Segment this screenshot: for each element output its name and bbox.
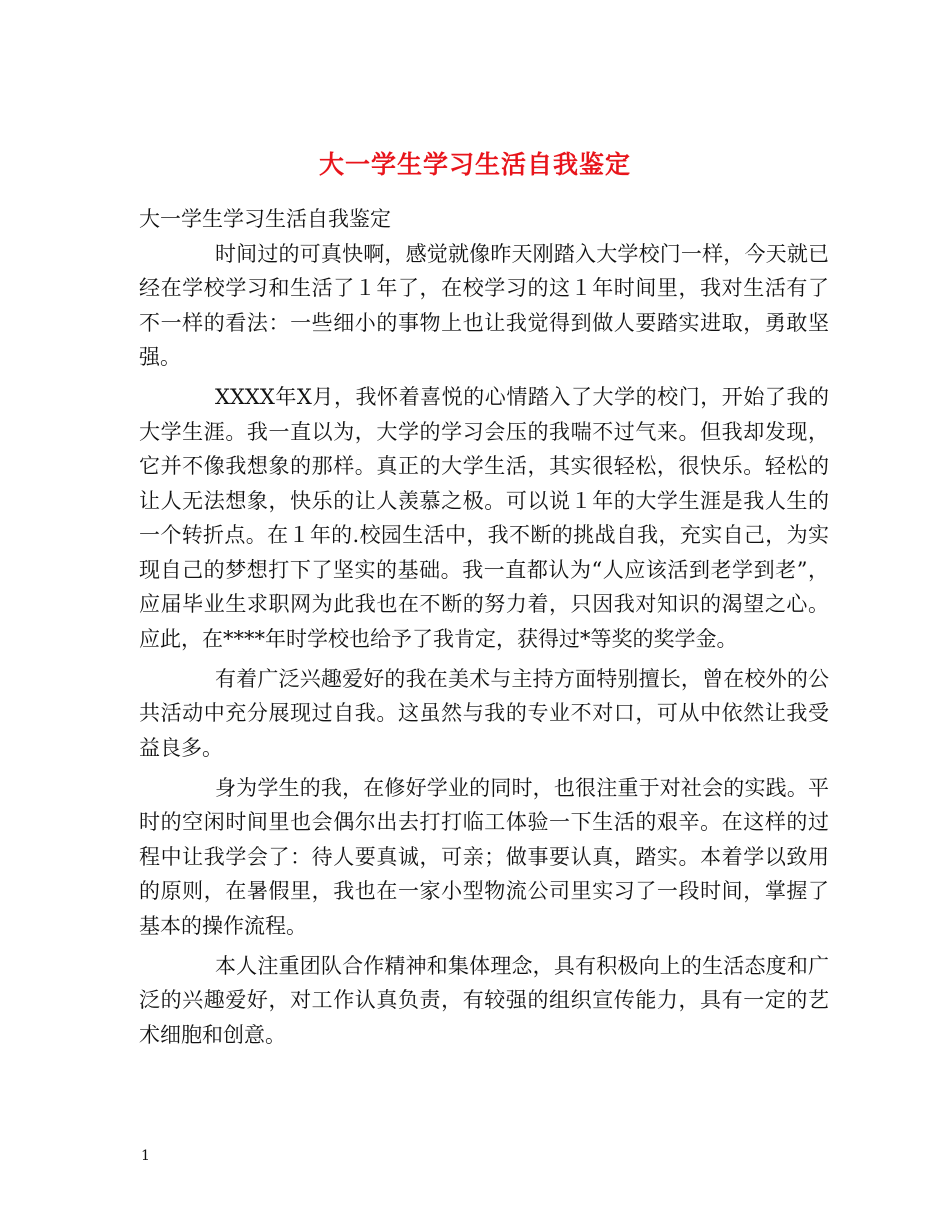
page-number: 1 bbox=[141, 1148, 150, 1164]
document-body bbox=[139, 202, 829, 1058]
document-title: 大一学生学习生活自我鉴定 bbox=[318, 149, 631, 179]
paragraph-4: 身为学生的我，在修好学业的同时，也很注重于对社会的实践。平时的空闲时间里也会偶尔出去打打临工体验一下生活的艰辛。在这样的过程中让我学会了：待人要真诚，可亲；做事要认真，踏实。本着学以致用的原则，在暑假里，我也在一家小型物流公司里实习了一段时间，掌握了基本的操作流程。 bbox=[139, 775, 829, 938]
paragraph-2: XXXX年X月，我怀着喜悦的心情踏入了大学的校门，开始了我的大学生涯。我一直以为，大学的学习会压的我喘不过气来。但我却发现，它并不像我想象的那样。真正的大学生活，其实很轻松，很快乐。轻松的让人无法想象，快乐的让人羡慕之极。可以说１年的大学生涯是我人生的一个转折点。在１年的.校园生活中，我不断的挑战自我，充实自己，为实现自己的梦想打下了坚实的基础。我一直都认为“人应该活到老学到老”，应届毕业生求职网为此我也在不断的努力着，只因我对知识的渴望之心。应此，在****年时学校也给予了我肯定，获得过*等奖的奖学金。 bbox=[139, 385, 829, 651]
paragraph-heading: 大一学生学习生活自我鉴定 bbox=[139, 207, 391, 231]
paragraph-1: 时间过的可真快啊，感觉就像昨天刚踏入大学校门一样，今天就已经在学校学习和生活了１年了，在校学习的这１年时间里，我对生活有了不一样的看法：一些细小的事物上也让我觉得到做人要踏实进取，勇敢坚强。 bbox=[139, 241, 829, 369]
paragraph-3: 有着广泛兴趣爱好的我在美术与主持方面特别擅长，曾在校外的公共活动中充分展现过自我。这虽然与我的专业不对口，可从中依然让我受益良多。 bbox=[139, 666, 829, 760]
paragraph-5: 本人注重团队合作精神和集体理念，具有积极向上的生活态度和广泛的兴趣爱好，对工作认真负责，有较强的组织宣传能力，具有一定的艺术细胞和创意。 bbox=[139, 953, 829, 1047]
